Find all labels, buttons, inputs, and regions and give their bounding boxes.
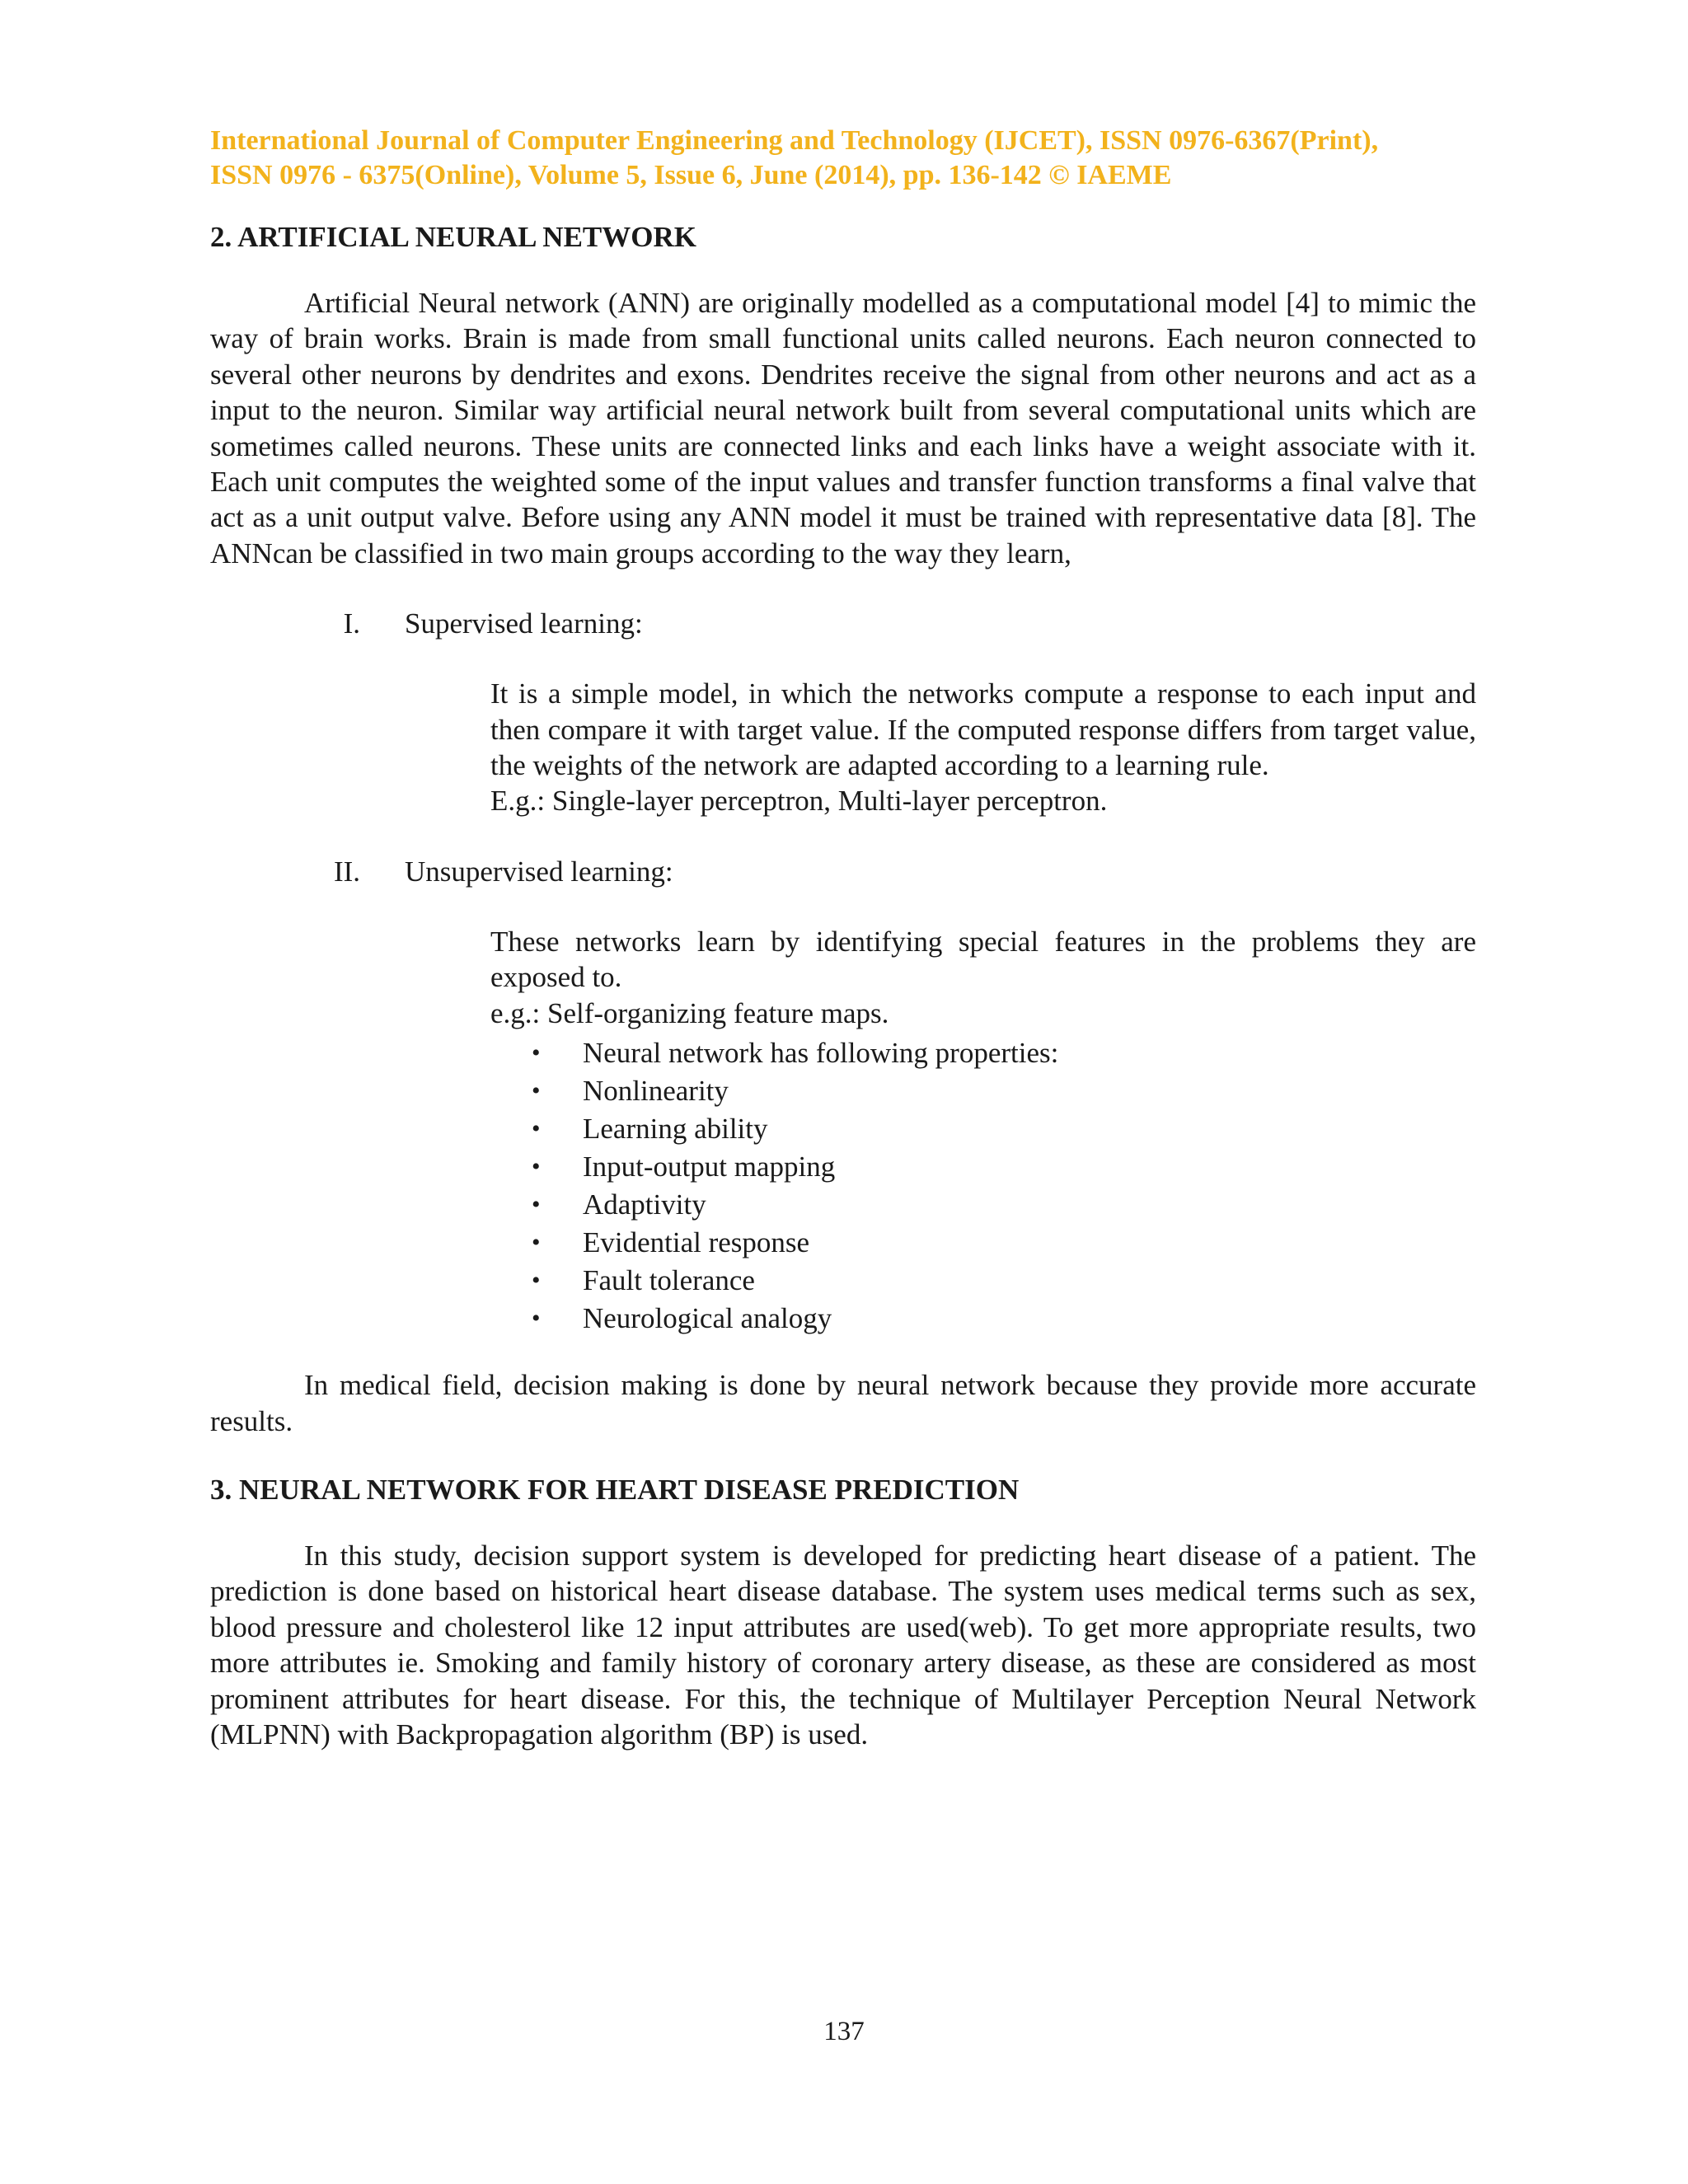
- bullet-icon: •: [532, 1267, 541, 1295]
- journal-header: [210, 124, 1476, 193]
- list-item-text: Fault tolerance: [583, 1264, 755, 1297]
- unsupervised-example: e.g.: Self-organizing feature maps.: [490, 996, 889, 1029]
- supervised-description: It is a simple model, in which the networks compute a response to each input and then compare it with target value. If the computed response differs from target value, the weights of the network are adapted according to a learning rule.: [490, 677, 1476, 782]
- list-numeral: I.: [343, 607, 360, 640]
- list-item-text: Adaptivity: [583, 1188, 706, 1221]
- unsupervised-learning-item: [210, 854, 1476, 889]
- section-3-paragraph: In this study, decision support system is developed for predicting heart disease of a patient. The prediction is done based on historical heart disease database. The system uses medical terms such as sex, blood pressure and cholesterol like 12 input attributes are used(web). To get more appropriate results, two more attributes ie. Smoking and family history of coronary artery disease, as these are considered as most prominent attributes for heart disease. For this, the technique of Multilayer Perception Neural Network (MLPNN) with Backpropagation algorithm (BP) is used.: [210, 1539, 1476, 1750]
- properties-list: [490, 1034, 1476, 1338]
- list-item-text: Evidential response: [583, 1226, 810, 1259]
- journal-header-line-1: International Journal of Computer Engineering and Technology (IJCET), ISSN 0976-6367(Print),: [210, 125, 1379, 156]
- bullet-icon: •: [532, 1305, 541, 1333]
- list-item: [490, 1300, 1476, 1338]
- list-item: [490, 1186, 1476, 1224]
- supervised-learning-item: [210, 606, 1476, 641]
- supervised-learning-description: [490, 676, 1476, 819]
- section-3-heading: 3. NEURAL NETWORK FOR HEART DISEASE PREDICTION: [210, 1473, 1020, 1506]
- unsupervised-learning-description: [490, 924, 1476, 1338]
- list-item: [490, 1034, 1476, 1072]
- list-item-text: Learning ability: [583, 1113, 768, 1146]
- page-number: 137: [823, 2017, 865, 2046]
- list-item-text: Neurological analogy: [583, 1302, 832, 1335]
- list-item: [490, 1110, 1476, 1148]
- list-item: [490, 1262, 1476, 1300]
- list-item: [490, 1148, 1476, 1186]
- bullet-icon: •: [532, 1115, 541, 1143]
- unsupervised-description: These networks learn by identifying special features in the problems they are exposed to.: [490, 925, 1476, 994]
- bullet-icon: •: [532, 1077, 541, 1105]
- list-item: [490, 1224, 1476, 1262]
- bullet-icon: •: [532, 1153, 541, 1181]
- list-item-text: Input-output mapping: [583, 1151, 836, 1183]
- list-item-title: Unsupervised learning:: [405, 855, 673, 888]
- list-numeral: II.: [333, 855, 360, 888]
- supervised-example: E.g.: Single-layer perceptron, Multi-layer perceptron.: [490, 785, 1108, 818]
- bullet-icon: •: [532, 1229, 541, 1257]
- bullet-icon: •: [532, 1191, 541, 1219]
- bullet-icon: •: [532, 1039, 541, 1067]
- list-item-text: Neural network has following properties:: [583, 1037, 1059, 1070]
- section-2-heading: 2. ARTIFICIAL NEURAL NETWORK: [210, 221, 696, 253]
- list-item-title: Supervised learning:: [405, 607, 643, 640]
- section-2-closing-paragraph: In medical field, decision making is done by neural network because they provide more accurate results.: [210, 1369, 1476, 1437]
- page-content: [210, 124, 1476, 1752]
- section-2-paragraph: Artificial Neural network (ANN) are originally modelled as a computational model [4] to mimic the way of brain works. Brain is made from small functional units called neurons. Each neuron connected to several other neurons by dendrites and exons. Dendrites receive the signal from other neurons and act as a input to the neuron. Similar way artificial neural network built from several computational units which are sometimes called neurons. These units are connected links and each links have a weight associate with it. Each unit computes the weighted some of the input values and transfer function transforms a final valve that act as a unit output valve. Before using any ANN model it must be trained with representative data [8]. The ANNcan be classified in two main groups according to the way they learn,: [210, 287, 1476, 569]
- list-item: [490, 1072, 1476, 1110]
- list-item-text: Nonlinearity: [583, 1075, 729, 1108]
- journal-header-line-2: ISSN 0976 - 6375(Online), Volume 5, Issue 6, June (2014), pp. 136-142 © IAEME: [210, 160, 1172, 190]
